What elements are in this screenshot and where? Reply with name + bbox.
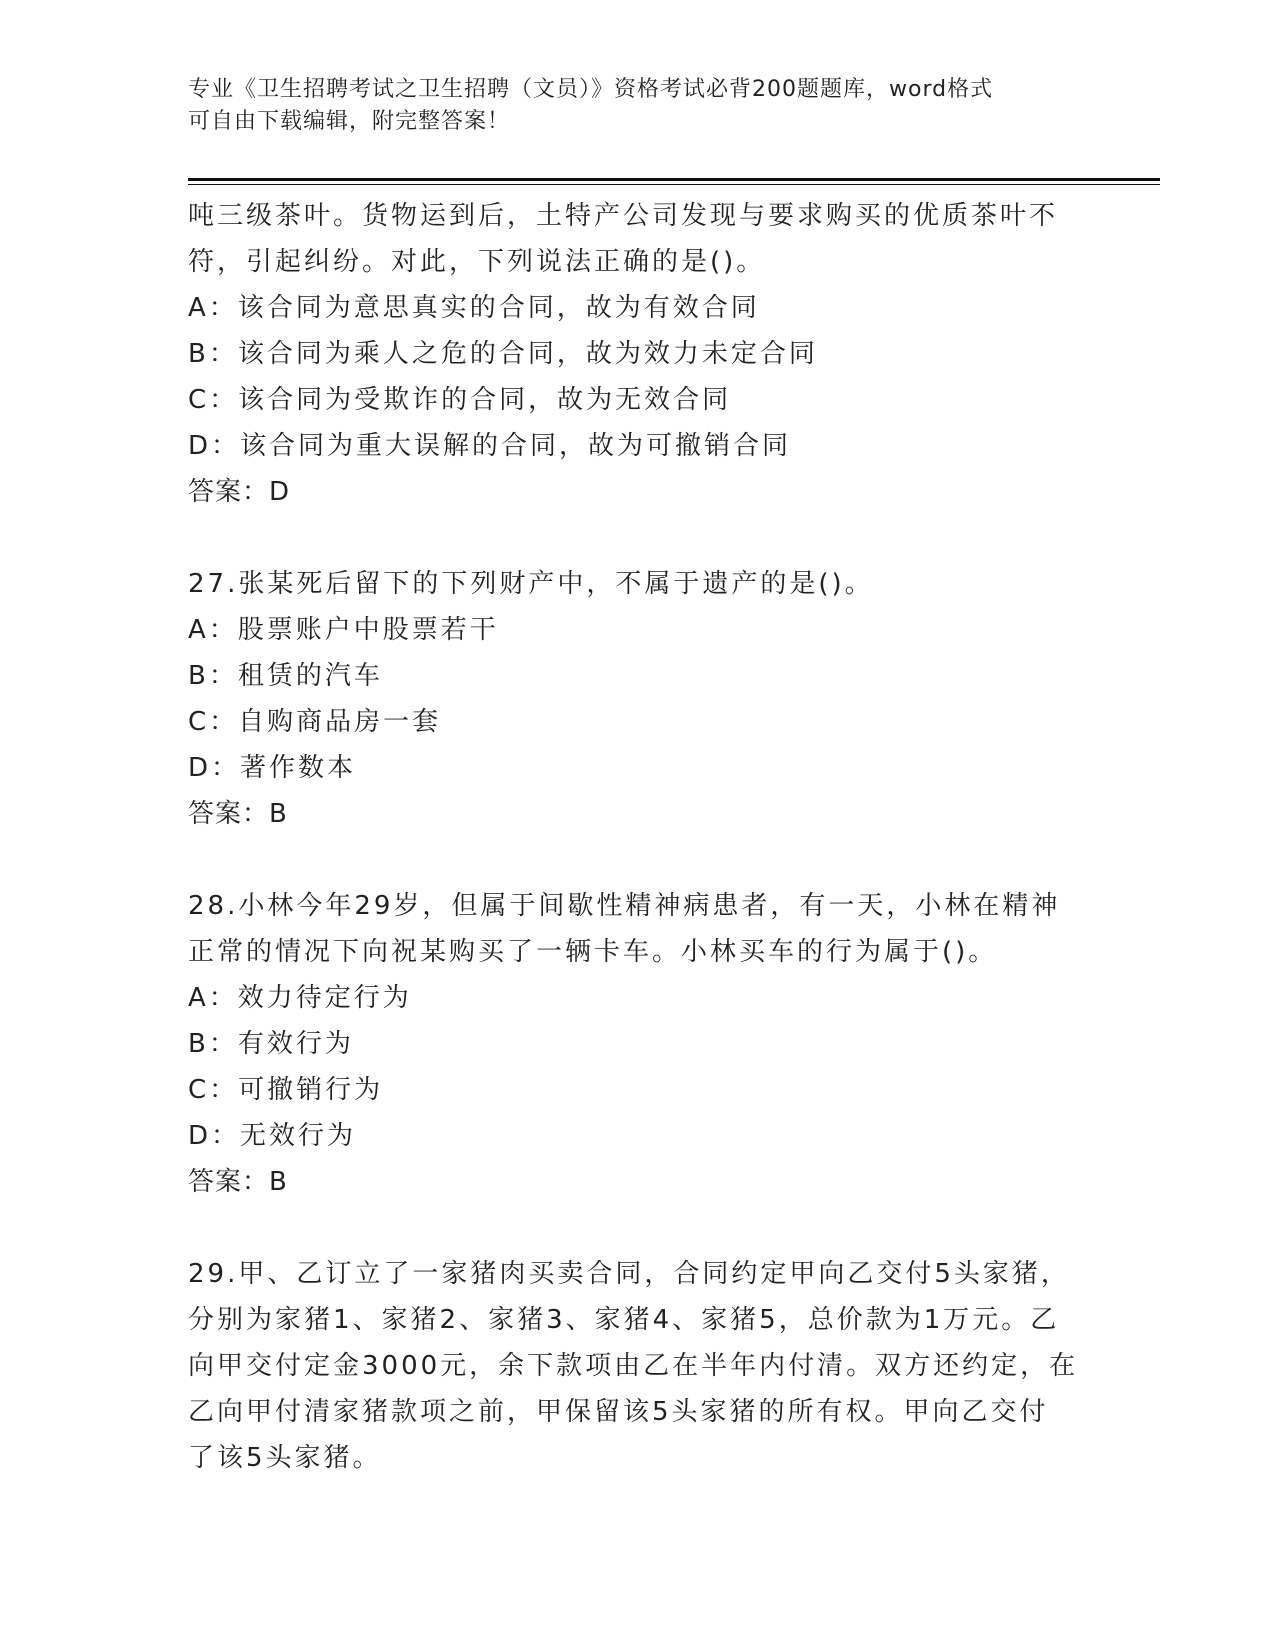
question-26-continued <box>188 193 1088 515</box>
document-body <box>188 193 1088 1481</box>
question-spacer <box>188 515 1088 561</box>
option-d: D：无效行为 <box>188 1121 357 1151</box>
question-27 <box>188 561 1088 837</box>
header-title-line-2: 可自由下载编辑，附完整答案！ <box>188 109 511 134</box>
question-29 <box>188 1251 1088 1481</box>
header-divider-thick <box>188 178 1160 181</box>
option-c: C：该合同为受欺诈的合同，故为无效合同 <box>188 385 732 415</box>
option-d: D：著作数本 <box>188 753 357 783</box>
option-c: C：自购商品房一套 <box>188 707 442 737</box>
option-c: C：可撤销行为 <box>188 1075 384 1105</box>
option-a: A：该合同为意思真实的合同，故为有效合同 <box>188 293 760 323</box>
option-b: B：该合同为乘人之危的合同，故为效力未定合同 <box>188 339 818 369</box>
question-text-line: 吨三级茶叶。货物运到后，土特产公司发现与要求购买的优质茶叶不 <box>188 201 1059 231</box>
question-stem: 27.张某死后留下的下列财产中，不属于遗产的是()。 <box>188 569 874 599</box>
question-text-line: 向甲交付定金3000元，余下款项由乙在半年内付清。双方还约定，在 <box>188 1351 1079 1381</box>
answer-line: 答案：B <box>188 1167 288 1197</box>
option-b: B：有效行为 <box>188 1029 354 1059</box>
answer-line: 答案：B <box>188 799 288 829</box>
question-28 <box>188 883 1088 1205</box>
question-text-line: 乙向甲付清家猪款项之前，甲保留该5头家猪的所有权。甲向乙交付 <box>188 1397 1049 1427</box>
question-spacer <box>188 837 1088 883</box>
question-text-line: 符，引起纠纷。对此，下列说法正确的是()。 <box>188 247 766 277</box>
header-divider-thin <box>188 184 1160 185</box>
question-text-line: 了该5头家猪。 <box>188 1443 382 1473</box>
option-b: B：租赁的汽车 <box>188 661 383 691</box>
question-spacer <box>188 1205 1088 1251</box>
answer-line: 答案：D <box>188 477 291 507</box>
question-text-line: 正常的情况下向祝某购买了一辆卡车。小林买车的行为属于()。 <box>188 937 998 967</box>
option-a: A：股票账户中股票若干 <box>188 615 499 645</box>
option-a: A：效力待定行为 <box>188 983 412 1013</box>
option-d: D：该合同为重大误解的合同，故为可撤销合同 <box>188 431 792 461</box>
question-text-line: 28.小林今年29岁，但属于间歇性精神病患者，有一天，小林在精神 <box>188 891 1061 921</box>
document-header <box>188 74 1088 138</box>
question-text-line: 分别为家猪1、家猪2、家猪3、家猪4、家猪5，总价款为1万元。乙 <box>188 1305 1060 1335</box>
header-title-line-1: 专业《卫生招聘考试之卫生招聘（文员）》资格考试必背200题题库，word格式 <box>188 77 994 102</box>
question-text-line: 29.甲、乙订立了一家猪肉买卖合同，合同约定甲向乙交付5头家猪， <box>188 1259 1070 1289</box>
